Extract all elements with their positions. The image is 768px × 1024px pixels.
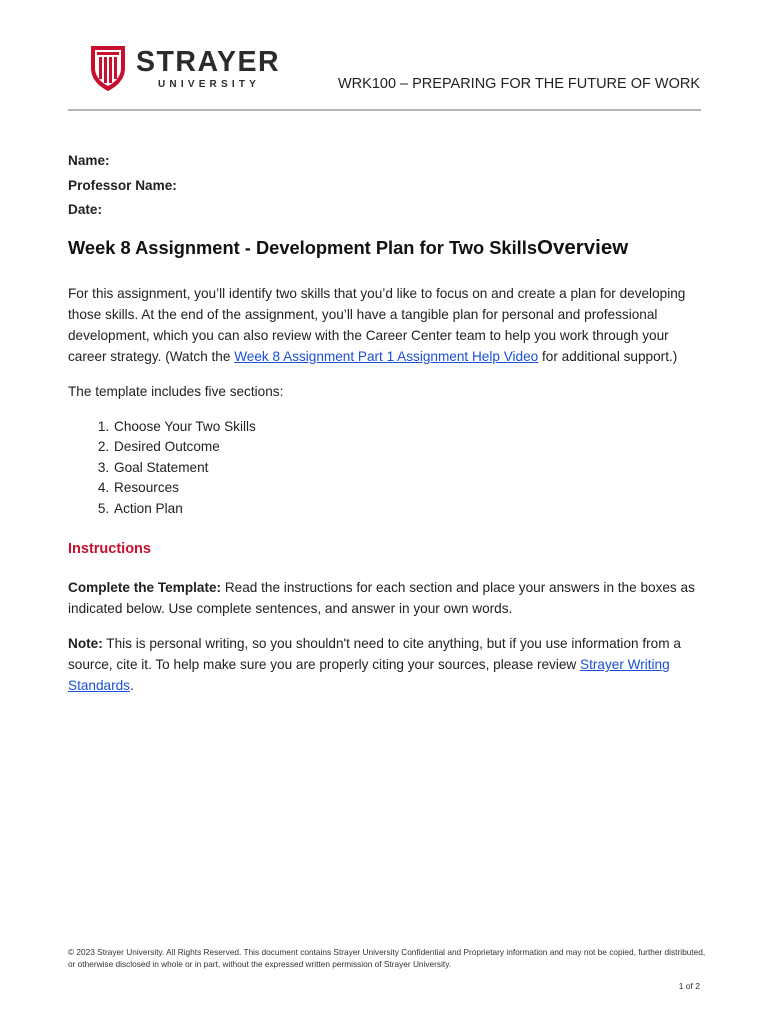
list-item: 1. Choose Your Two Skills	[113, 416, 708, 437]
writing-standards-link[interactable]: Strayer Writing Standards	[68, 657, 670, 693]
page-number: 1 of 2	[678, 981, 700, 991]
document-body	[68, 150, 708, 710]
intro-text-end: for additional support.)	[538, 348, 678, 364]
title-overview: Overview	[537, 235, 629, 259]
help-video-link[interactable]: Week 8 Assignment Part 1 Assignment Help Video	[234, 348, 539, 364]
note-label: Note:	[68, 636, 103, 651]
sections-list	[68, 416, 708, 519]
list-item: 4. Resources	[113, 477, 708, 498]
brand-name: STRAYER	[136, 46, 281, 78]
note-end: .	[129, 678, 134, 693]
page-header	[0, 0, 768, 115]
note-text: This is personal writing, so you shouldn't need to cite anything, but if you use information from a source, cite it. To help make sure you are properly citing your sources, please review	[68, 636, 681, 672]
copyright-footer: © 2023 Strayer University. All Rights Reserved. This document contains Strayer University Confidential and Proprietary information and may not be copied, further distributed, or otherwise disclosed in whole or in part, without the expressed written permission of Strayer University.	[68, 947, 706, 970]
list-item: 2. Desired Outcome	[113, 436, 708, 457]
title-main: Week 8 Assignment - Development Plan for Two Skills	[68, 236, 537, 258]
date-label: Date:	[68, 202, 102, 217]
professor-label: Professor Name:	[68, 177, 177, 193]
list-item: 5. Action Plan	[113, 498, 708, 519]
instructions-heading: Instructions	[68, 541, 151, 557]
note-paragraph	[68, 633, 708, 696]
header-divider	[68, 109, 701, 111]
template-intro: The template includes five sections:	[68, 383, 284, 399]
brand-subtitle: UNIVERSITY	[158, 79, 261, 90]
complete-paragraph	[68, 577, 708, 619]
assignment-title	[68, 234, 708, 262]
strayer-column-shield-icon	[88, 44, 128, 92]
course-title: WRK100 – PREPARING FOR THE FUTURE OF WORK	[337, 76, 700, 92]
complete-label: Complete the Template:	[68, 580, 222, 595]
list-item: 3. Goal Statement	[113, 457, 708, 478]
intro-paragraph	[68, 283, 708, 367]
complete-text: Read the instructions for each section and place your answers in the boxes as indicated below. Use complete sentences, and answer in your own words.	[68, 580, 695, 616]
intro-text: For this assignment, you’ll identify two skills that you’d like to focus on and create a plan for developing those skills. At the end of the assignment, you’ll have a tangible plan for personal and professional development, which you can also review with the Career Center team to help you work through your career strategy. (Watch the	[68, 285, 686, 364]
name-label: Name:	[68, 153, 110, 168]
